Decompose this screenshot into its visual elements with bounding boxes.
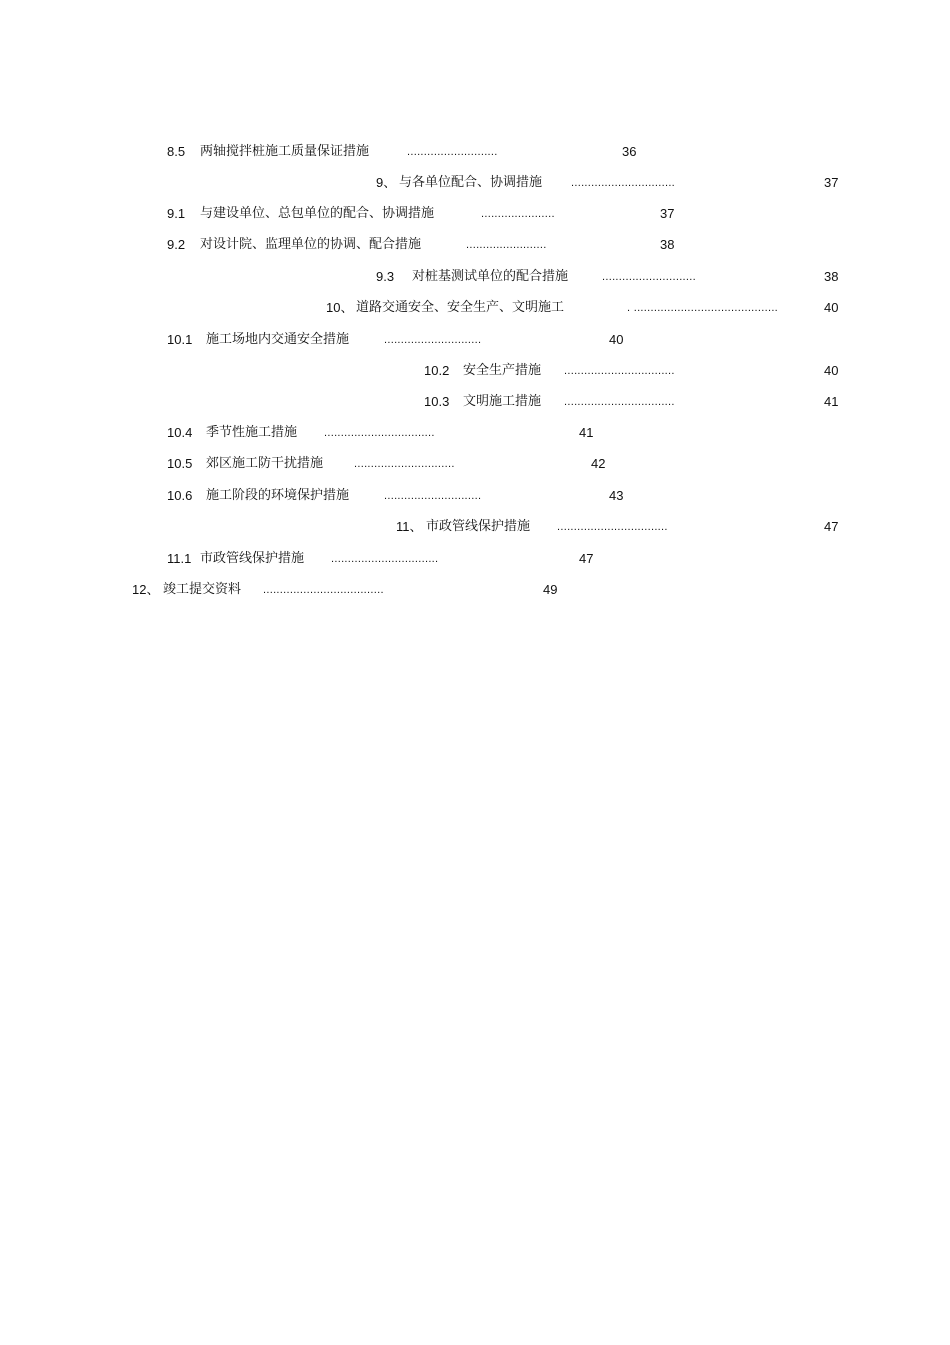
toc-entry-10 [0,298,950,318]
page-number: 41 [824,394,839,409]
toc-entry-9-2 [0,235,950,255]
page-number: 40 [824,363,839,378]
dot-leader: ........................ [466,239,547,251]
section-title: 文明施工措施 [463,394,542,409]
section-title: 施工场地内交通安全措施 [206,332,350,347]
section-number: 12、 [132,582,160,597]
section-number: 10.4 [167,425,193,440]
section-number: 9.3 [376,269,395,284]
page-number: 43 [609,488,624,503]
section-title: 两轴搅拌桩施工质量保证措施 [200,144,370,159]
section-number: 9、 [376,175,397,190]
section-title: 与各单位配合、协调措施 [399,175,543,190]
section-title: 竣工提交资料 [163,582,242,597]
section-title: 季节性施工措施 [206,425,298,440]
section-number: 9.1 [167,206,186,221]
toc-entry-10-4 [0,423,950,443]
page-number: 37 [824,175,839,190]
toc-entry-9-3 [0,267,950,287]
dot-leader: .................................... [263,584,384,596]
section-title: 郊区施工防干扰措施 [206,456,324,471]
page-number: 36 [622,144,637,159]
section-number: 11.1 [167,551,192,566]
page-number: 38 [824,269,839,284]
dot-leader: ................................. [564,365,675,377]
toc-entry-10-2 [0,361,950,381]
section-number: 10.5 [167,456,193,471]
section-title: 市政管线保护措施 [200,551,305,566]
toc-entry-10-6 [0,486,950,506]
section-title: 对桩基测试单位的配合措施 [412,269,569,284]
section-number: 11、 [396,519,423,534]
page-number: 37 [660,206,675,221]
dot-leader: . ........................................... [627,302,779,314]
section-number: 8.5 [167,144,186,159]
toc-entry-10-1 [0,330,950,350]
dot-leader: .............................. [354,458,455,470]
dot-leader: ................................. [557,521,668,533]
dot-leader: ............................. [384,490,482,502]
toc-entry-9-1 [0,204,950,224]
section-number: 10、 [326,300,354,315]
dot-leader: ................................. [324,427,435,439]
page-number: 49 [543,582,558,597]
dot-leader: ............................. [384,334,482,346]
toc-entry-8-5 [0,142,950,162]
dot-leader: ...................... [481,208,555,220]
toc-entry-10-3 [0,392,950,412]
toc-entry-12 [0,580,950,600]
page-number: 40 [824,300,839,315]
page-number: 41 [579,425,594,440]
section-number: 10.6 [167,488,193,503]
page-number: 38 [660,237,675,252]
page-number: 40 [609,332,624,347]
section-title: 对设计院、监理单位的协调、配合措施 [200,237,422,252]
section-number: 10.3 [424,394,450,409]
section-title: 与建设单位、总包单位的配合、协调措施 [200,206,435,221]
dot-leader: ................................ [331,553,439,565]
section-title: 道路交通安全、安全生产、文明施工 [356,300,565,315]
dot-leader: ............................ [602,271,696,283]
dot-leader: ........................... [407,146,498,158]
section-number: 10.1 [167,332,193,347]
dot-leader: ............................... [571,177,676,189]
toc-entry-10-5 [0,454,950,474]
section-number: 10.2 [424,363,450,378]
toc-entry-11-1 [0,549,950,569]
section-title: 市政管线保护措施 [426,519,531,534]
page-number: 47 [824,519,839,534]
page-number: 42 [591,456,606,471]
section-number: 9.2 [167,237,186,252]
section-title: 施工阶段的环境保护措施 [206,488,350,503]
section-title: 安全生产措施 [463,363,542,378]
toc-entry-9 [0,173,950,193]
page-number: 47 [579,551,594,566]
dot-leader: ................................. [564,396,675,408]
toc-entry-11 [0,517,950,537]
